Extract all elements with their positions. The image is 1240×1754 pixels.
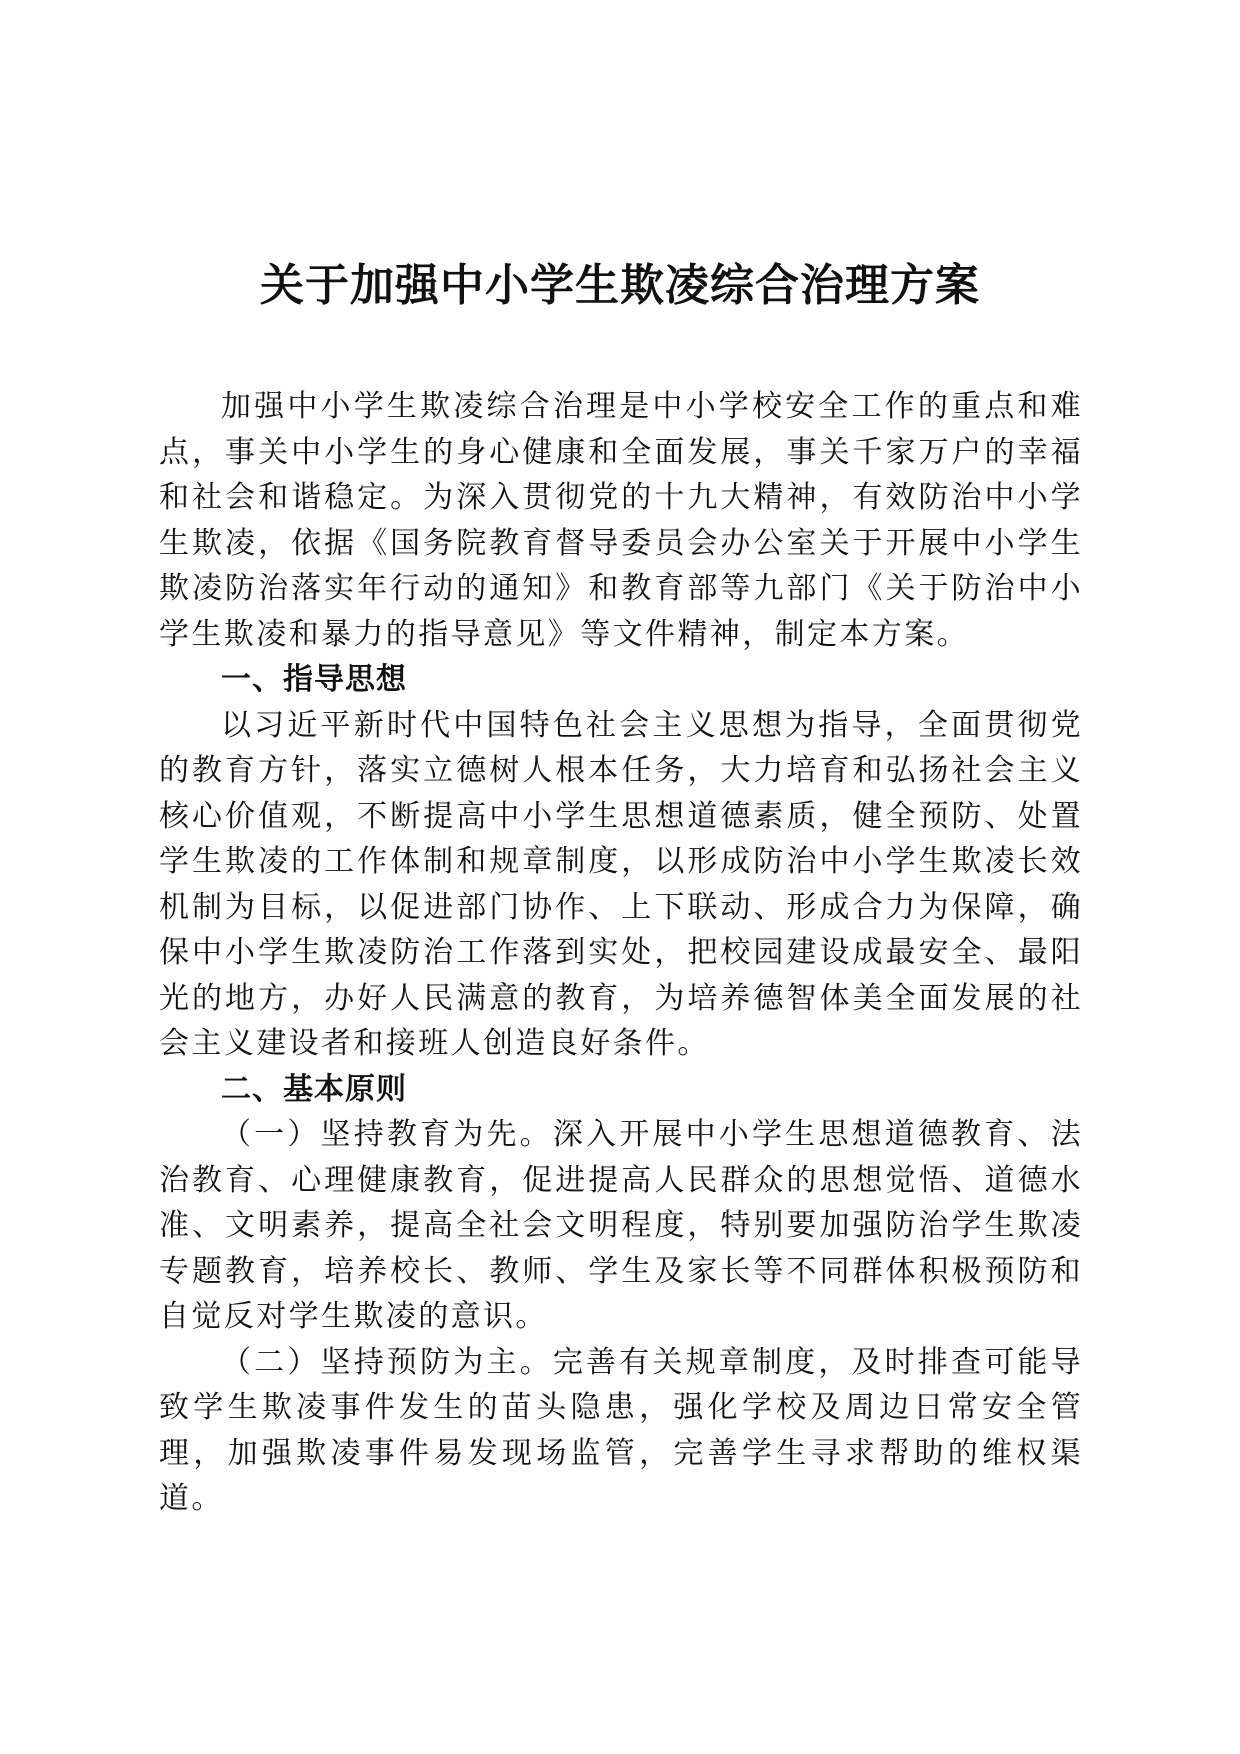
principle-lead-education-first: （一）坚持教育为先。	[221, 1117, 553, 1152]
guiding-ideology-paragraph: 以习近平新时代中国特色社会主义思想为指导，全面贯彻党的教育方针，落实立德树人根本任务，大力培育和弘扬社会主义核心价值观，不断提高中小学生思想道德素质，健全预防、处置学生欺凌的工作体制和规章制度，以形成防治中小学生欺凌长效机制为目标，以促进部门协作、上下联动、形成合力为保障，确保中小学生欺凌防治工作落到实处，把校园建设成最安全、最阳光的地方，办好人民满意的教育，为培养德智体美全面发展的社会主义建设者和接班人创造良好条件。	[159, 707, 1083, 1061]
section-heading-guiding-ideology: 一、指导思想	[221, 662, 407, 697]
principle-item-education-first	[159, 1112, 1083, 1340]
intro-paragraph: 加强中小学生欺凌综合治理是中小学校安全工作的重点和难点，事关中小学生的身心健康和全面发展，事关千家万户的幸福和社会和谐稳定。为深入贯彻党的十九大精神，有效防治中小学生欺凌，依据《国务院教育督导委员会办公室关于开展中小学生欺凌防治落实年行动的通知》和教育部等九部门《关于防治中小学生欺凌和暴力的指导意见》等文件精神，制定本方案。	[159, 389, 1083, 652]
section-heading-basic-principles: 二、基本原则	[221, 1071, 407, 1107]
principle-text-education-first: 深入开展中小学生思想道德教育、法治教育、心理健康教育，促进提高人民群众的思想觉悟、道德水准、文明素养，提高全社会文明程度，特别要加强防治学生欺凌专题教育，培养校长、教师、学生及家长等不同群体积极预防和自觉反对学生欺凌的意识。	[159, 1117, 1083, 1334]
document-title: 关于加强中小学生欺凌综合治理方案	[260, 260, 980, 311]
principle-text-prevention-first: 完善有关规章制度，及时排查可能导致学生欺凌事件发生的苗头隐患，强化学校及周边日常安全管理，加强欺凌事件易发现场监管，完善学生寻求帮助的维权渠道。	[159, 1344, 1083, 1516]
principle-lead-prevention-first: （二）坚持预防为主。	[221, 1344, 553, 1380]
document-body	[159, 384, 1083, 1522]
principle-item-prevention-first	[159, 1340, 1083, 1522]
